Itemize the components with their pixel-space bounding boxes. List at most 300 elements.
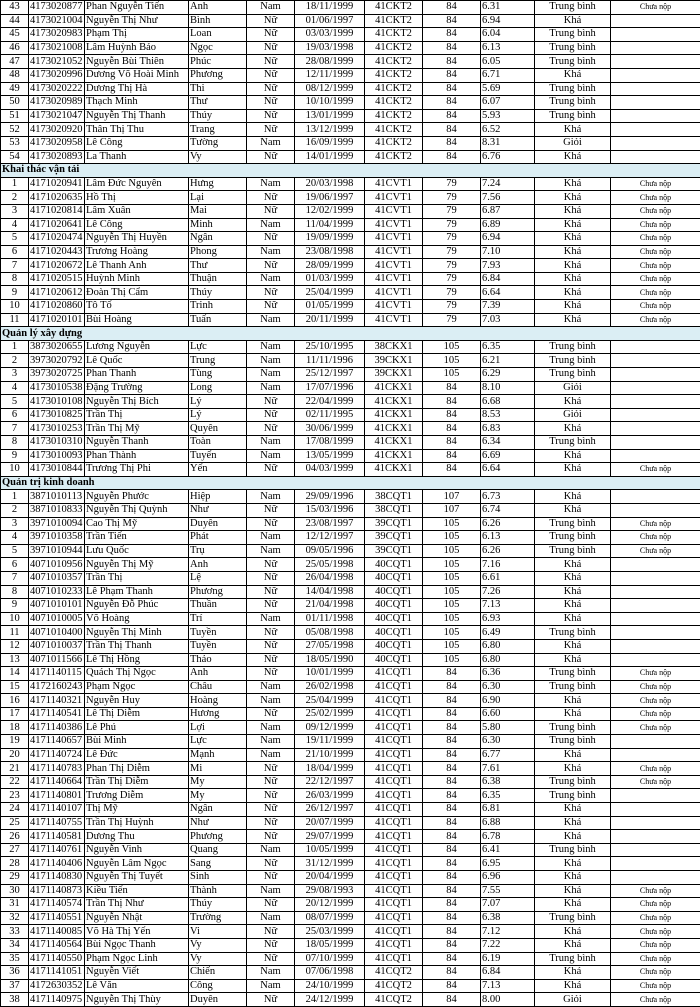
- row-index-cell: 15: [1, 680, 29, 694]
- class-code-cell: 41CKX1: [365, 463, 423, 477]
- credits-cell: 105: [423, 368, 481, 382]
- row-index-cell: 12: [1, 639, 29, 653]
- credits-cell: 79: [423, 300, 481, 314]
- status-note-cell: Chưa nộp: [611, 463, 700, 477]
- credits-cell: 84: [423, 748, 481, 762]
- first-name-cell: Hoàng: [189, 694, 247, 708]
- classification-cell: Khá: [535, 871, 611, 885]
- classification-cell: Khá: [535, 585, 611, 599]
- status-note-cell: Chưa nộp: [611, 667, 700, 681]
- class-code-cell: 39CKX1: [365, 368, 423, 382]
- table-row: [1, 232, 700, 246]
- birth-date-cell: 11/04/1999: [295, 218, 365, 232]
- student-id-cell: 3971010944: [29, 544, 85, 558]
- credits-cell: 105: [423, 558, 481, 572]
- status-note-cell: Chưa nộp: [611, 245, 700, 259]
- gender-cell: Nữ: [247, 68, 295, 82]
- last-middle-name-cell: Nguyễn Đỗ Phúc: [85, 599, 189, 613]
- student-id-cell: 4171020672: [29, 259, 85, 273]
- gender-cell: Nữ: [247, 871, 295, 885]
- first-name-cell: Hiệp: [189, 490, 247, 504]
- table-row: [1, 96, 700, 110]
- first-name-cell: Ngọc: [189, 41, 247, 55]
- student-id-cell: 4173010825: [29, 408, 85, 422]
- credits-cell: 84: [423, 381, 481, 395]
- row-index-cell: 54: [1, 150, 29, 164]
- class-code-cell: 40CQT1: [365, 653, 423, 667]
- row-index-cell: 27: [1, 843, 29, 857]
- table-row: [1, 639, 700, 653]
- classification-cell: Khá: [535, 204, 611, 218]
- birth-date-cell: 28/08/1999: [295, 55, 365, 69]
- birth-date-cell: 12/11/1999: [295, 68, 365, 82]
- first-name-cell: Lý: [189, 408, 247, 422]
- birth-date-cell: 08/07/1999: [295, 911, 365, 925]
- status-note-cell: [611, 612, 700, 626]
- classification-cell: Khá: [535, 68, 611, 82]
- gpa-cell: 6.04: [481, 28, 535, 42]
- last-middle-name-cell: Lê Thị Hồng: [85, 653, 189, 667]
- status-note-cell: [611, 830, 700, 844]
- class-code-cell: 39CQT1: [365, 517, 423, 531]
- classification-cell: Khá: [535, 395, 611, 409]
- gpa-cell: 6.94: [481, 232, 535, 246]
- student-id-cell: 4071010005: [29, 612, 85, 626]
- last-middle-name-cell: Võ Hoàng: [85, 612, 189, 626]
- student-id-cell: 4171140386: [29, 721, 85, 735]
- credits-cell: 84: [423, 150, 481, 164]
- row-index-cell: 18: [1, 721, 29, 735]
- first-name-cell: Châu: [189, 680, 247, 694]
- last-middle-name-cell: Lâm Huỳnh Bảo: [85, 41, 189, 55]
- student-id-cell: 4171140564: [29, 938, 85, 952]
- student-id-cell: 4171020641: [29, 218, 85, 232]
- gpa-cell: 7.16: [481, 558, 535, 572]
- gender-cell: Nam: [247, 979, 295, 993]
- student-id-cell: 4173020222: [29, 82, 85, 96]
- gender-cell: Nam: [247, 721, 295, 735]
- student-id-cell: 4171140550: [29, 952, 85, 966]
- gpa-cell: 6.19: [481, 952, 535, 966]
- gender-cell: Nữ: [247, 408, 295, 422]
- gpa-cell: 6.61: [481, 571, 535, 585]
- table-row: [1, 136, 700, 150]
- gpa-cell: 6.90: [481, 694, 535, 708]
- classification-cell: Trung bình: [535, 82, 611, 96]
- gender-cell: Nữ: [247, 463, 295, 477]
- birth-date-cell: 25/04/1999: [295, 286, 365, 300]
- first-name-cell: Trụ: [189, 544, 247, 558]
- gpa-cell: 7.13: [481, 979, 535, 993]
- status-note-cell: [611, 368, 700, 382]
- first-name-cell: Duyên: [189, 993, 247, 1007]
- last-middle-name-cell: Lâm Xuân: [85, 204, 189, 218]
- classification-cell: Trung bình: [535, 544, 611, 558]
- class-code-cell: 39CKX1: [365, 354, 423, 368]
- first-name-cell: Lý: [189, 395, 247, 409]
- last-middle-name-cell: Võ Hà Thị Yến: [85, 925, 189, 939]
- row-index-cell: 11: [1, 313, 29, 327]
- class-code-cell: 41CKT2: [365, 55, 423, 69]
- table-row: [1, 490, 700, 504]
- birth-date-cell: 18/05/1990: [295, 653, 365, 667]
- student-id-cell: 4171140551: [29, 911, 85, 925]
- table-row: [1, 979, 700, 993]
- gender-cell: Nữ: [247, 286, 295, 300]
- gpa-cell: 7.03: [481, 313, 535, 327]
- gender-cell: Nam: [247, 218, 295, 232]
- table-row: [1, 177, 700, 191]
- last-middle-name-cell: Bùi Ngọc Thanh: [85, 938, 189, 952]
- row-index-cell: 31: [1, 898, 29, 912]
- gpa-cell: 7.55: [481, 884, 535, 898]
- student-id-cell: 4171140783: [29, 762, 85, 776]
- status-note-cell: Chưa nộp: [611, 911, 700, 925]
- gpa-cell: 7.13: [481, 599, 535, 613]
- row-index-cell: 50: [1, 96, 29, 110]
- row-index-cell: 32: [1, 911, 29, 925]
- row-index-cell: 1: [1, 340, 29, 354]
- gender-cell: Nữ: [247, 517, 295, 531]
- classification-cell: Khá: [535, 925, 611, 939]
- gender-cell: Nữ: [247, 925, 295, 939]
- classification-cell: Trung bình: [535, 667, 611, 681]
- table-row: [1, 123, 700, 137]
- student-id-cell: 4071010357: [29, 571, 85, 585]
- class-code-cell: 41CKT2: [365, 136, 423, 150]
- class-code-cell: 41CQT2: [365, 966, 423, 980]
- classification-cell: Khá: [535, 571, 611, 585]
- row-index-cell: 10: [1, 463, 29, 477]
- table-row: [1, 55, 700, 69]
- birth-date-cell: 26/03/1999: [295, 789, 365, 803]
- student-id-cell: 3871010113: [29, 490, 85, 504]
- student-id-cell: 4071011566: [29, 653, 85, 667]
- class-code-cell: 38CQT1: [365, 490, 423, 504]
- last-middle-name-cell: Nguyễn Nhật: [85, 911, 189, 925]
- status-note-cell: [611, 136, 700, 150]
- birth-date-cell: 19/11/1999: [295, 735, 365, 749]
- classification-cell: Trung bình: [535, 952, 611, 966]
- birth-date-cell: 30/06/1999: [295, 422, 365, 436]
- row-index-cell: 7: [1, 571, 29, 585]
- table-row: [1, 694, 700, 708]
- class-code-cell: 41CQT1: [365, 925, 423, 939]
- class-code-cell: 41CQT1: [365, 721, 423, 735]
- row-index-cell: 8: [1, 585, 29, 599]
- first-name-cell: Yến: [189, 463, 247, 477]
- last-middle-name-cell: Quách Thị Ngọc: [85, 667, 189, 681]
- gpa-cell: 6.76: [481, 150, 535, 164]
- student-id-cell: 4171020101: [29, 313, 85, 327]
- row-index-cell: 7: [1, 422, 29, 436]
- credits-cell: 79: [423, 272, 481, 286]
- table-row: [1, 381, 700, 395]
- classification-cell: Trung bình: [535, 96, 611, 110]
- status-note-cell: Chưa nộp: [611, 721, 700, 735]
- first-name-cell: My: [189, 775, 247, 789]
- table-row: [1, 938, 700, 952]
- credits-cell: 84: [423, 966, 481, 980]
- credits-cell: 105: [423, 599, 481, 613]
- last-middle-name-cell: Nguyễn Thị Thùy: [85, 993, 189, 1007]
- gpa-cell: 6.26: [481, 517, 535, 531]
- table-row: [1, 82, 700, 96]
- last-middle-name-cell: Nguyễn Thị Tuyết: [85, 871, 189, 885]
- gpa-cell: 8.10: [481, 381, 535, 395]
- classification-cell: Trung bình: [535, 789, 611, 803]
- last-middle-name-cell: Lê Phạm Thanh: [85, 585, 189, 599]
- status-note-cell: [611, 599, 700, 613]
- student-id-cell: 4172630352: [29, 979, 85, 993]
- student-id-cell: 4071010037: [29, 639, 85, 653]
- status-note-cell: Chưa nộp: [611, 218, 700, 232]
- status-note-cell: Chưa nộp: [611, 707, 700, 721]
- credits-cell: 84: [423, 857, 481, 871]
- class-code-cell: 41CVT1: [365, 177, 423, 191]
- gender-cell: Nam: [247, 368, 295, 382]
- last-middle-name-cell: Lâm Đức Nguyên: [85, 177, 189, 191]
- student-id-cell: 4071010233: [29, 585, 85, 599]
- classification-cell: Khá: [535, 803, 611, 817]
- first-name-cell: My: [189, 789, 247, 803]
- status-note-cell: [611, 639, 700, 653]
- status-note-cell: [611, 14, 700, 28]
- table-body: [1, 1, 700, 1007]
- class-code-cell: 41CQT1: [365, 857, 423, 871]
- section-header-row: [1, 476, 700, 490]
- first-name-cell: Lực: [189, 340, 247, 354]
- gpa-cell: 6.52: [481, 123, 535, 137]
- table-row: [1, 150, 700, 164]
- table-row: [1, 395, 700, 409]
- last-middle-name-cell: La Thanh: [85, 150, 189, 164]
- student-id-cell: 4171140724: [29, 748, 85, 762]
- class-code-cell: 41CQT1: [365, 938, 423, 952]
- last-middle-name-cell: Huỳnh Minh: [85, 272, 189, 286]
- class-code-cell: 40CQT1: [365, 571, 423, 585]
- birth-date-cell: 24/10/1999: [295, 979, 365, 993]
- last-middle-name-cell: Bùi Hoàng: [85, 313, 189, 327]
- first-name-cell: Minh: [189, 218, 247, 232]
- credits-cell: 84: [423, 816, 481, 830]
- birth-date-cell: 21/04/1998: [295, 599, 365, 613]
- classification-cell: Khá: [535, 884, 611, 898]
- gpa-cell: 6.64: [481, 463, 535, 477]
- last-middle-name-cell: Đặng Trường: [85, 381, 189, 395]
- classification-cell: Khá: [535, 857, 611, 871]
- class-code-cell: 41CQT1: [365, 680, 423, 694]
- student-id-cell: 4173021004: [29, 14, 85, 28]
- gender-cell: Nữ: [247, 150, 295, 164]
- class-code-cell: 41CQT1: [365, 707, 423, 721]
- class-code-cell: 40CQT1: [365, 585, 423, 599]
- table-row: [1, 517, 700, 531]
- status-note-cell: [611, 626, 700, 640]
- credits-cell: 105: [423, 653, 481, 667]
- class-code-cell: 41CKX1: [365, 422, 423, 436]
- gender-cell: Nam: [247, 449, 295, 463]
- table-row: [1, 748, 700, 762]
- student-id-cell: 4171140975: [29, 993, 85, 1007]
- last-middle-name-cell: Phạm Thị: [85, 28, 189, 42]
- gpa-cell: 8.00: [481, 993, 535, 1007]
- credits-cell: 84: [423, 952, 481, 966]
- gpa-cell: 6.35: [481, 789, 535, 803]
- student-id-cell: 4172160243: [29, 680, 85, 694]
- classification-cell: Giỏi: [535, 136, 611, 150]
- row-index-cell: 24: [1, 803, 29, 817]
- birth-date-cell: 12/12/1997: [295, 531, 365, 545]
- birth-date-cell: 10/05/1999: [295, 843, 365, 857]
- credits-cell: 84: [423, 82, 481, 96]
- birth-date-cell: 13/12/1999: [295, 123, 365, 137]
- classification-cell: Khá: [535, 123, 611, 137]
- gender-cell: Nữ: [247, 938, 295, 952]
- birth-date-cell: 26/04/1998: [295, 571, 365, 585]
- last-middle-name-cell: Nguyễn Thị Minh: [85, 626, 189, 640]
- first-name-cell: Thuần: [189, 599, 247, 613]
- status-note-cell: [611, 55, 700, 69]
- last-middle-name-cell: Dương Võ Hoài Minh: [85, 68, 189, 82]
- credits-cell: 84: [423, 680, 481, 694]
- row-index-cell: 17: [1, 707, 29, 721]
- status-note-cell: [611, 150, 700, 164]
- table-row: [1, 707, 700, 721]
- row-index-cell: 46: [1, 41, 29, 55]
- classification-cell: Khá: [535, 422, 611, 436]
- status-note-cell: Chưa nộp: [611, 204, 700, 218]
- credits-cell: 84: [423, 884, 481, 898]
- status-note-cell: Chưa nộp: [611, 517, 700, 531]
- class-code-cell: 41CKT2: [365, 82, 423, 96]
- first-name-cell: Thúy: [189, 286, 247, 300]
- gpa-cell: 6.71: [481, 68, 535, 82]
- first-name-cell: Tuyền: [189, 626, 247, 640]
- birth-date-cell: 19/06/1997: [295, 191, 365, 205]
- credits-cell: 107: [423, 503, 481, 517]
- birth-date-cell: 20/07/1999: [295, 816, 365, 830]
- birth-date-cell: 13/05/1999: [295, 449, 365, 463]
- last-middle-name-cell: Lê Quốc: [85, 354, 189, 368]
- first-name-cell: Loan: [189, 28, 247, 42]
- gpa-cell: 6.31: [481, 1, 535, 15]
- class-code-cell: 41CVT1: [365, 218, 423, 232]
- birth-date-cell: 15/03/1996: [295, 503, 365, 517]
- last-middle-name-cell: Nguyễn Vinh: [85, 843, 189, 857]
- gender-cell: Nữ: [247, 191, 295, 205]
- row-index-cell: 35: [1, 952, 29, 966]
- student-id-cell: 4171140755: [29, 816, 85, 830]
- birth-date-cell: 05/08/1998: [295, 626, 365, 640]
- table-row: [1, 803, 700, 817]
- credits-cell: 84: [423, 55, 481, 69]
- last-middle-name-cell: Cao Thị Mỹ: [85, 517, 189, 531]
- credits-cell: 84: [423, 408, 481, 422]
- row-index-cell: 51: [1, 109, 29, 123]
- table-row: [1, 300, 700, 314]
- birth-date-cell: 19/03/1998: [295, 41, 365, 55]
- first-name-cell: Phúc: [189, 55, 247, 69]
- class-code-cell: 41CKX1: [365, 408, 423, 422]
- last-middle-name-cell: Dương Thu: [85, 830, 189, 844]
- row-index-cell: 2: [1, 503, 29, 517]
- last-middle-name-cell: Trần Tiến: [85, 531, 189, 545]
- student-id-cell: 4171140657: [29, 735, 85, 749]
- status-note-cell: [611, 395, 700, 409]
- credits-cell: 84: [423, 1, 481, 15]
- classification-cell: Khá: [535, 816, 611, 830]
- status-note-cell: [611, 735, 700, 749]
- classification-cell: Khá: [535, 449, 611, 463]
- student-id-cell: 4173020983: [29, 28, 85, 42]
- class-code-cell: 41CKT2: [365, 1, 423, 15]
- table-row: [1, 41, 700, 55]
- row-index-cell: 4: [1, 381, 29, 395]
- status-note-cell: Chưa nộp: [611, 966, 700, 980]
- classification-cell: Khá: [535, 830, 611, 844]
- classification-cell: Khá: [535, 313, 611, 327]
- last-middle-name-cell: Nguyễn Thanh: [85, 436, 189, 450]
- last-middle-name-cell: Dương Thị Hà: [85, 82, 189, 96]
- class-code-cell: 41CKX1: [365, 395, 423, 409]
- credits-cell: 84: [423, 898, 481, 912]
- student-id-cell: 4171140541: [29, 707, 85, 721]
- table-row: [1, 789, 700, 803]
- credits-cell: 84: [423, 463, 481, 477]
- credits-cell: 84: [423, 123, 481, 137]
- status-note-cell: [611, 381, 700, 395]
- gpa-cell: 6.80: [481, 653, 535, 667]
- status-note-cell: Chưa nộp: [611, 300, 700, 314]
- first-name-cell: Tường: [189, 136, 247, 150]
- gender-cell: Nữ: [247, 558, 295, 572]
- table-row: [1, 286, 700, 300]
- last-middle-name-cell: Thị Mỹ: [85, 803, 189, 817]
- row-index-cell: 1: [1, 490, 29, 504]
- student-id-cell: 4173020920: [29, 123, 85, 137]
- gpa-cell: 7.10: [481, 245, 535, 259]
- table-row: [1, 775, 700, 789]
- student-id-cell: 4071010400: [29, 626, 85, 640]
- credits-cell: 107: [423, 490, 481, 504]
- status-note-cell: Chưa nộp: [611, 286, 700, 300]
- status-note-cell: [611, 843, 700, 857]
- first-name-cell: Công: [189, 979, 247, 993]
- first-name-cell: Ngân: [189, 803, 247, 817]
- credits-cell: 84: [423, 395, 481, 409]
- credits-cell: 84: [423, 422, 481, 436]
- first-name-cell: Quyên: [189, 422, 247, 436]
- class-code-cell: 38CQT1: [365, 503, 423, 517]
- credits-cell: 79: [423, 245, 481, 259]
- table-row: [1, 368, 700, 382]
- gpa-cell: 6.34: [481, 436, 535, 450]
- gpa-cell: 6.95: [481, 857, 535, 871]
- credits-cell: 84: [423, 979, 481, 993]
- row-index-cell: 7: [1, 259, 29, 273]
- gender-cell: Nam: [247, 490, 295, 504]
- gender-cell: Nam: [247, 748, 295, 762]
- status-note-cell: [611, 41, 700, 55]
- gpa-cell: 6.07: [481, 96, 535, 110]
- first-name-cell: Trung: [189, 354, 247, 368]
- status-note-cell: [611, 803, 700, 817]
- last-middle-name-cell: Thạch Minh: [85, 96, 189, 110]
- row-index-cell: 14: [1, 667, 29, 681]
- gpa-cell: 6.26: [481, 544, 535, 558]
- classification-cell: Khá: [535, 14, 611, 28]
